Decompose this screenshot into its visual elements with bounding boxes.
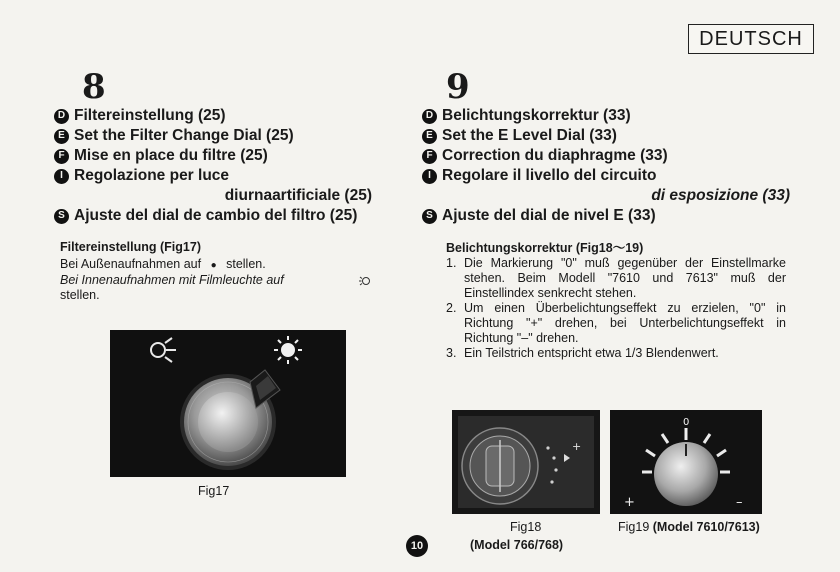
language-badge-e: E	[422, 129, 437, 144]
plus-mark: +	[624, 495, 635, 510]
left-subtitle: Filtereinstellung (Fig17)	[60, 240, 201, 254]
language-label: DEUTSCH	[688, 24, 814, 54]
dot-symbol-icon: ●	[210, 260, 217, 271]
toc-text: Filtereinstellung (25)	[74, 107, 226, 124]
language-badge-d: D	[422, 109, 437, 124]
language-badge-f: F	[54, 149, 69, 164]
page-number: 10	[406, 535, 428, 557]
plus-mark: +	[572, 440, 582, 453]
section-number-9: 9	[446, 67, 470, 107]
list-number: 1.	[446, 256, 457, 270]
right-subtitle: Belichtungskorrektur (Fig18～19)	[446, 241, 644, 255]
toc-row-it-cont	[54, 186, 398, 206]
body-text: Bei Außenaufnahmen auf	[60, 257, 202, 271]
toc-text: Belichtungskorrektur (33)	[442, 107, 631, 124]
toc-text: Regolare il livello del circuito	[442, 167, 657, 184]
list-text: Die Markierung "0" muß gegenüber der Einstellmarke stehen. Beim Modell "7610 und 7613" muß der Einstellindex senkrecht stehen.	[464, 256, 786, 300]
toc-row-de	[54, 106, 398, 126]
lamp-symbol-icon	[358, 275, 372, 287]
toc-row-en	[54, 126, 398, 146]
zero-mark: 0	[683, 417, 690, 428]
instruction-list	[446, 256, 786, 361]
toc-text: Regolazione per luce	[74, 167, 230, 184]
toc-row-fr	[422, 146, 792, 166]
toc-text: Set the E Level Dial (33)	[442, 127, 617, 144]
fig17-image	[110, 330, 346, 477]
fig18-image	[452, 410, 600, 514]
list-item	[446, 256, 786, 301]
list-text: Um einen Überbelichtungseffekt zu erzielen, "0" in Richtung "+" drehen, bei Unterbelichtungseffekt in Richtung "–" drehen.	[464, 301, 786, 345]
body-text: stellen.	[60, 288, 100, 302]
toc-text: diurnaartificiale (25)	[224, 187, 372, 204]
left-toc	[54, 106, 398, 226]
toc-text: Correction du diaphragme (33)	[442, 147, 668, 164]
list-number: 2.	[446, 301, 457, 315]
right-toc	[422, 106, 792, 226]
language-badge-i: I	[54, 169, 69, 184]
language-badge-s: S	[54, 209, 69, 224]
fig18-model: (Model 766/768)	[470, 538, 564, 552]
language-badge-i: I	[422, 169, 437, 184]
toc-text: Set the Filter Change Dial (25)	[74, 127, 294, 144]
toc-row-en	[422, 126, 792, 146]
minus-mark: –	[736, 495, 743, 510]
toc-row-de	[422, 106, 792, 126]
fig19-label: Fig19	[618, 520, 650, 534]
list-text: Ein Teilstrich entspricht etwa 1/3 Blendenwert.	[464, 346, 719, 360]
toc-row-it	[54, 166, 398, 186]
fig19-caption	[618, 520, 760, 534]
fig19-image	[610, 410, 762, 514]
left-body	[60, 257, 372, 303]
toc-row-it-cont	[422, 186, 792, 206]
toc-row-fr	[54, 146, 398, 166]
toc-text: Ajuste del dial de cambio del filtro (25)	[74, 207, 358, 224]
list-item	[446, 346, 786, 361]
section-number-8: 8	[82, 67, 106, 107]
language-badge-e: E	[54, 129, 69, 144]
body-line	[60, 273, 372, 288]
fig18-label: Fig18	[510, 520, 542, 534]
language-badge-f: F	[422, 149, 437, 164]
toc-text: Ajuste del dial de nivel E (33)	[442, 207, 656, 224]
language-badge-d: D	[54, 109, 69, 124]
toc-row-it	[422, 166, 792, 186]
toc-row-es	[422, 206, 792, 226]
list-item	[446, 301, 786, 346]
list-number: 3.	[446, 346, 457, 360]
body-text: stellen.	[226, 257, 266, 271]
toc-text: di esposizione (33)	[651, 187, 790, 204]
toc-row-es	[54, 206, 398, 226]
body-line	[60, 257, 372, 273]
body-text: Bei Innenaufnahmen mit Filmleuchte auf	[60, 273, 284, 287]
fig17-caption: Fig17	[198, 484, 230, 498]
fig19-model: (Model 7610/7613)	[652, 520, 760, 534]
language-badge-s: S	[422, 209, 437, 224]
toc-text: Mise en place du filtre (25)	[74, 147, 268, 164]
